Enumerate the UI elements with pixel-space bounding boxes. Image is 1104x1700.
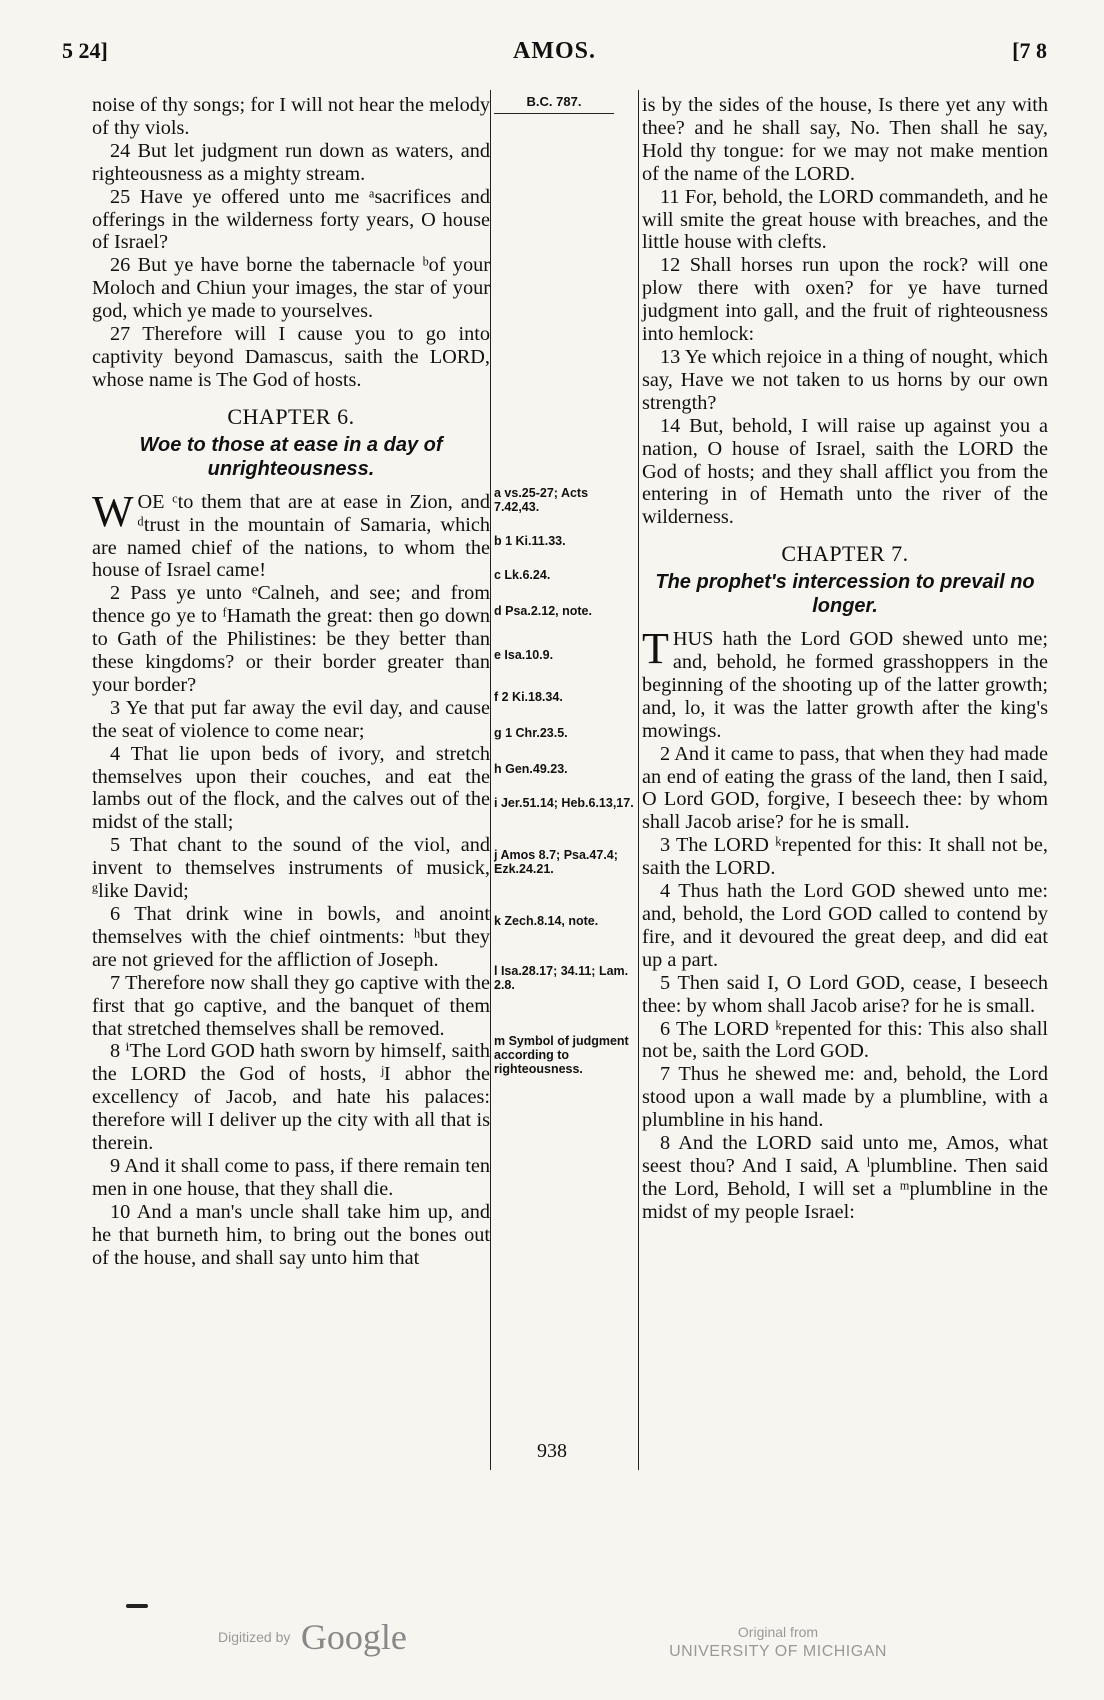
digitized-by-note (218, 1616, 407, 1658)
digitized-by-label: Digitized by (218, 1629, 291, 1645)
reference-e: e Isa.10.9. (494, 648, 554, 662)
verse-10: 10 And a man's uncle shall take him up, and he that burneth him, to bring out the bones out of the house, and shall say unto him that (92, 1200, 490, 1269)
verse-7: 7 Thus he shewed me: and, behold, the Lord stood upon a wall made by a plumbline, with a plumbline in his hand. (642, 1063, 1048, 1132)
verse-8: 8 And the LORD said unto me, Amos, what seest thou? And I said, A ˡplumbline. Then said the Lord, Behold, I will set a ᵐplumbline in the midst of my people Israel: (642, 1132, 1048, 1223)
page-header (62, 38, 1047, 74)
verse-24: 24 But let judgment run down as waters, and righteousness as a mighty stream. (92, 139, 490, 185)
verse-1-text: OE ᶜto them that are at ease in Zion, and ᵈtrust in the mountain of Samaria, which are named chief of the nations, to whom the house of Israel came! (92, 490, 490, 582)
reference-i: i Jer.51.14; Heb.6.13,17. (494, 796, 634, 810)
reference-l: l Isa.28.17; 34.11; Lam. 2.8. (494, 964, 629, 992)
reference-c: c Lk.6.24. (494, 568, 551, 582)
reference-k: k Zech.8.14, note. (494, 914, 599, 928)
reference-b: b 1 Ki.11.33. (494, 534, 566, 548)
verse-1 (92, 486, 490, 583)
verse-10-continuation: is by the sides of the house, Is there yet any with thee? and he shall say, No. Then shall he say, Hold thy tongue: for we may not make mention of the name of the LORD. (642, 94, 1048, 185)
reference-d: d Psa.2.12, note. (494, 604, 592, 618)
right-column-rule (638, 90, 639, 1470)
verse-14: 14 But, behold, I will raise up against you a nation, O house of Israel, saith the LORD the God of hosts; and they shall afflict you from the entering in of Hemath unto the river of the wilderness. (642, 414, 1048, 529)
verse-4: 4 That lie upon beds of ivory, and stretch themselves upon their couches, and eat the lambs out of the flock, and the calves out of the midst of the stall; (92, 742, 490, 834)
verse-26: 26 But ye have borne the tabernacle ᵇof your Moloch and Chiun your images, the star of your god, which ye made to yourselves. (92, 254, 490, 323)
verse-7: 7 Therefore now shall they go captive with the first that go captive, and the banquet of them that stretched themselves shall be removed. (92, 971, 490, 1040)
verse-6: 6 The LORD ᵏrepented for this: This also shall not be, saith the Lord GOD. (642, 1017, 1048, 1063)
drop-cap: W (92, 486, 134, 536)
google-logo: Google (300, 1617, 407, 1657)
verse-1-text: HUS hath the Lord GOD shewed unto me; and, behold, he formed grasshoppers in the beginning of the shooting up of the latter growth; and, lo, it was the latter growth after the king's mowings. (642, 628, 1048, 742)
verse-8: 8 ⁱThe Lord GOD hath sworn by himself, saith the LORD the God of hosts, ʲI abhor the excellency of Jacob, and hate his palaces: therefore will I deliver up the city with all that is therein. (92, 1040, 490, 1155)
left-column (92, 94, 490, 1270)
verse-continuation: noise of thy songs; for I will not hear the melody of thy viols. (92, 94, 490, 139)
header-title: AMOS. (513, 38, 596, 64)
drop-cap: T (642, 624, 669, 674)
verse-3: 3 Ye that put far away the evil day, and cause the seat of violence to come near; (92, 696, 490, 742)
right-column (642, 94, 1048, 1224)
reference-h: h Gen.49.23. (494, 762, 568, 776)
marginal-references (492, 94, 638, 1076)
verse-4: 4 Thus hath the Lord GOD shewed unto me: and, behold, the Lord GOD called to contend by fire, and it devoured the great deep, and did eat up a part. (642, 880, 1048, 971)
chapter-summary: The prophet's intercession to prevail no longer. (655, 571, 1035, 618)
reference-a: a vs.25-27; Acts 7.42,43. (494, 486, 589, 514)
verse-6: 6 That drink wine in bowls, and anoint themselves with the chief ointments: ʰbut they are not grieved for the affliction of Joseph. (92, 903, 490, 971)
reference-j: j Amos 8.7; Psa.47.4; Ezk.24.21. (494, 848, 618, 876)
reference-f: f 2 Ki.18.34. (494, 690, 563, 704)
verse-5: 5 That chant to the sound of the viol, and invent to themselves instruments of musick, ᵍlike David; (92, 834, 490, 903)
chapter-heading: CHAPTER 6. (227, 403, 355, 429)
verse-9: 9 And it shall come to pass, if there remain ten men in one house, that they shall die. (92, 1154, 490, 1200)
verse-11: 11 For, behold, the LORD commandeth, and he will smite the great house with breaches, and the little house with clefts. (642, 185, 1048, 254)
reference-g: g 1 Chr.23.5. (494, 726, 568, 740)
source-note (658, 1622, 898, 1662)
ink-mark (126, 1604, 148, 1608)
verse-13: 13 Ye which rejoice in a thing of nought, which say, Have we not taken to us horns by our own strength? (642, 345, 1048, 414)
university-label: UNIVERSITY OF MICHIGAN (669, 1643, 887, 1660)
left-column-rule (490, 90, 491, 1470)
verse-5: 5 Then said I, O Lord GOD, cease, I beseech thee: by whom shall Jacob arise? for he is small. (642, 971, 1048, 1017)
date-note: B.C. 787. (494, 94, 614, 114)
verse-2: 2 Pass ye unto ᵉCalneh, and see; and from thence go ye to ᶠHamath the great: then go down to Gath of the Philistines: be they better than these kingdoms? or their border greater than your border? (92, 582, 490, 696)
verse-1 (642, 624, 1048, 743)
chapter-heading: CHAPTER 7. (781, 541, 909, 567)
header-left: 5 24] (62, 38, 108, 63)
original-from-label: Original from (737, 1624, 819, 1640)
verse-27: 27 Therefore will I cause you to go into captivity beyond Damascus, saith the LORD, whose name is The God of hosts. (92, 323, 490, 391)
verse-12: 12 Shall horses run upon the rock? will one plow there with oxen? for ye have turned judgment into gall, and the fruit of righteousness into hemlock: (642, 254, 1048, 346)
header-right: [7 8 (1012, 38, 1047, 63)
verse-25: 25 Have ye offered unto me ᵃsacrifices and offerings in the wilderness forty years, O house of Israel? (92, 185, 490, 254)
reference-m: m Symbol of judgment according to righteousness. (494, 1034, 629, 1076)
page-number: 938 (537, 1440, 567, 1462)
verse-3: 3 The LORD ᵏrepented for this: It shall not be, saith the LORD. (642, 834, 1048, 880)
chapter-summary: Woe to those at ease in a day of unrighteousness. (139, 433, 443, 480)
verse-2: 2 And it came to pass, that when they had made an end of eating the grass of the land, then I said, O Lord GOD, forgive, I beseech thee: by whom shall Jacob arise? for he is small. (642, 742, 1048, 834)
